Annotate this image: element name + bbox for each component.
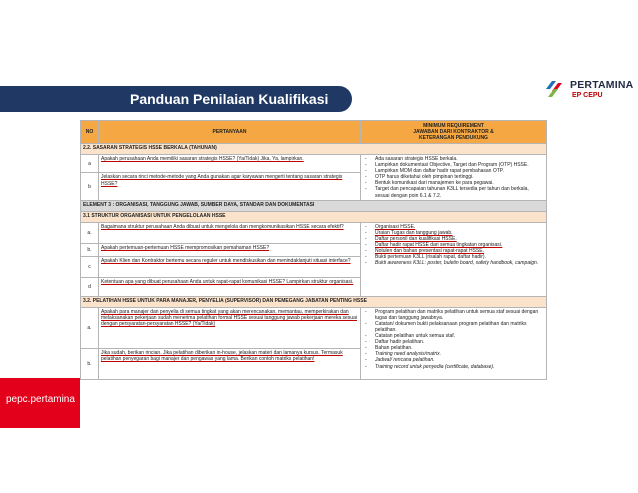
question-text: Bagaimana struktur perusahaan Anda dibuat untuk mengelola dan mengkomunikasikan HSSE secara efektif? <box>99 222 361 243</box>
header-req-line3: KETERANGAN PENDUKUNG <box>419 135 488 141</box>
requirement-item: - OTP harus diketahui oleh pimpinan tertinggi. <box>363 174 544 180</box>
requirement-cell-3-1 <box>361 222 547 296</box>
table-row <box>81 155 547 173</box>
section-row-2-2 <box>81 144 547 155</box>
row-no: b. <box>81 243 99 256</box>
requirement-item: - Daftar personil dan kualifikasi HSSE. <box>363 236 544 242</box>
requirement-item: - Training need analysis/matrix. <box>363 351 544 357</box>
page-title-banner <box>86 86 352 112</box>
header-requirement <box>361 121 547 144</box>
page-title: Panduan Penilaian Kualifikasi <box>130 91 329 107</box>
requirement-item: - Bukti awareness K3LL: poster, buletin board, safety handbook, campaign. <box>363 260 544 266</box>
question-text: Apakah perusahaan Anda memiliki sasaran strategis HSSE? (Ya/Tidak) Jika, Ya, lampirkan. <box>99 155 361 173</box>
row-no: b. <box>81 348 99 379</box>
qualification-table <box>80 120 547 380</box>
requirement-item: - Lampirkan dokumentasi Objective, Target dan Program (OTP) HSSE. <box>363 162 544 168</box>
requirement-list-2-2 <box>363 156 544 199</box>
row-no: d <box>81 277 99 296</box>
table-row <box>81 307 547 348</box>
requirement-item: - Catatan pelatihan untuk semua staf. <box>363 333 544 339</box>
section-title-2-2: 2.2. SASARAN STRATEGIS HSSE BERKALA (TAHUNAN) <box>81 144 547 155</box>
question-text: Apakah para manajer dan penyelia di semua tingkat yang akan merencanakan, memantau, memperkirakan dan melaksanakan pekerjaan sudah menerima pelatihan formal HSSE sesuai tanggung jawab pekerjaan mereka sesuai dengan persyaratan-persyaratan HSSE? (Ya/Tidak) <box>99 307 361 348</box>
header-req-line2: JAWABAN DARI KONTRAKTOR & <box>413 129 494 135</box>
requirement-list-3-2 <box>363 309 544 370</box>
header-no: NO <box>81 121 99 144</box>
requirement-item: - Uraian Tugas dan tanggung jawab. <box>363 230 544 236</box>
row-no: a. <box>81 307 99 348</box>
section-title-3-1: 3.1 STRUKTUR ORGANISASI UNTUK PENGELOLAAN HSSE <box>81 211 547 222</box>
requirement-item: - Organisasi HSSE. <box>363 224 544 230</box>
element-title-3: ELEMENT 3 : ORGANISASI, TANGGUNG JAWAB, SUMBER DAYA, STANDAR DAN DOKUMENTASI <box>81 200 547 211</box>
footer-site-text: pepc.pertamina <box>6 394 75 405</box>
question-text: Apakah Klien dan Kontraktor bertemu secara reguler untuk mendiskusikan dan menindaklanjuti situasi interface? <box>99 256 361 277</box>
requirement-item: - Training record untuk penyedia (certificate, database). <box>363 364 544 370</box>
table-row <box>81 222 547 243</box>
requirement-item: - Lampirkan MOM dan daftar hadir rapat pembahasan OTP. <box>363 168 544 174</box>
logo-brand-text: PERTAMINA <box>570 79 634 91</box>
requirement-item: - Notulen dan bahan presentasi rapat-rapat HSSE. <box>363 248 544 254</box>
requirement-item: - Daftar hadir rapat HSSE dari semua tingkatan organisasi. <box>363 242 544 248</box>
requirement-item: - Target dan pencapaian tahunan K3LL tersedia per tahun dan berkala, sesuai dengan poin 6.1 & 7.2. <box>363 186 544 198</box>
question-text: Ketentuan apa yang dibuat perusahaan Anda untuk rapat-rapat komunikasi HSSE? Lampirkan struktur organisasi. <box>99 277 361 296</box>
requirement-item: - Bukti pertemuan K3LL (risalah rapat, daftar hadir). <box>363 254 544 260</box>
row-no: a <box>81 155 99 173</box>
requirement-item: - Jadwal/ rencana pelatihan. <box>363 357 544 363</box>
question-text: Jelaskan secara rinci metode-metode yang Anda gunakan agar karyawan mengerti tentang sasaran strategis HSSE? <box>99 173 361 200</box>
requirement-item: - Bahan pelatihan. <box>363 345 544 351</box>
element-row-3 <box>81 200 547 211</box>
requirement-item: - Daftar hadir pelatihan. <box>363 339 544 345</box>
header-req-line1: MINIMUM REQUIREMENT <box>423 123 484 129</box>
logo-unit-text: EP CEPU <box>572 92 603 99</box>
requirement-cell-3-2 <box>361 307 547 379</box>
requirement-item: - Program pelatihan dan matriks pelatihan untuk semua staf sesuai dengan tugas dan tanggung jawabnya. <box>363 309 544 321</box>
row-no: c <box>81 256 99 277</box>
requirement-list-3-1 <box>363 224 544 267</box>
section-row-3-2 <box>81 296 547 307</box>
section-title-3-2: 3.2. PELATIHAN HSSE UNTUK PARA MANAJER, PENYELIA (SUPERVISOR) DAN PEMEGANG JABATAN PENTING HSSE <box>81 296 547 307</box>
row-no: b <box>81 173 99 200</box>
question-text: Jika sudah, berikan rincian. Jika pelatihan diberikan in-house, jelaskan materi dan lamanya kursus. Termasuk pelatihan penyegaran bagi manajer dan pengawas yang lama. Berikan contoh matriks pelatihan! <box>99 348 361 379</box>
requirement-item: - Catatan/ dokumen bukti pelaksanaan program pelatihan dan matriks pelatihan. <box>363 321 544 333</box>
question-text: Apakah pertemuan-pertemuan HSSE mempromosikan pemahaman HSSE? <box>99 243 361 256</box>
requirement-item: - Ada sasaran strategis HSSE berkala. <box>363 156 544 162</box>
header-question: PERTANYAAN <box>99 121 361 144</box>
company-logo <box>544 77 634 103</box>
section-row-3-1 <box>81 211 547 222</box>
pertamina-logo-icon <box>544 79 568 99</box>
table-header-row <box>81 121 547 144</box>
requirement-cell-2-2 <box>361 155 547 201</box>
row-no: a. <box>81 222 99 243</box>
requirement-item: - Bentuk komunikasi dari manajemen ke para pegawai. <box>363 180 544 186</box>
